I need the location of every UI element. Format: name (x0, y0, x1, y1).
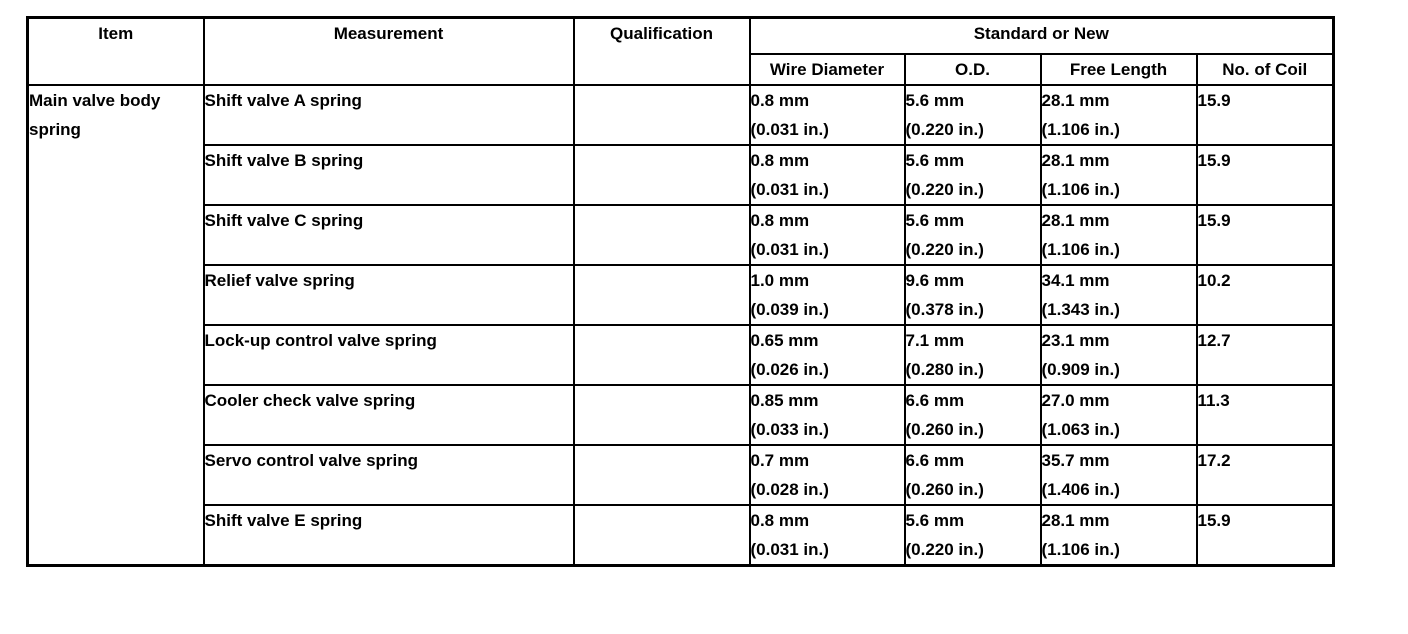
free-length-cell (1041, 325, 1197, 385)
free-in: (1.106 in.) (1041, 180, 1120, 199)
od-in: (0.260 in.) (905, 420, 984, 439)
od-mm: 6.6 mm (905, 391, 965, 410)
measurement-cell: Servo control valve spring (204, 445, 574, 505)
no-of-coil-cell: 12.7 (1197, 325, 1334, 385)
free-in: (1.106 in.) (1041, 120, 1120, 139)
measurement-cell: Relief valve spring (204, 265, 574, 325)
od-mm: 9.6 mm (905, 271, 965, 290)
od-cell (905, 85, 1041, 145)
od-mm: 6.6 mm (905, 451, 965, 470)
od-cell (905, 265, 1041, 325)
free-mm: 28.1 mm (1041, 211, 1110, 230)
qualification-cell (574, 385, 750, 445)
free-mm: 35.7 mm (1041, 451, 1110, 470)
free-mm: 28.1 mm (1041, 151, 1110, 170)
table-row (28, 145, 1334, 205)
wire-in: (0.039 in.) (750, 300, 829, 319)
od-cell (905, 385, 1041, 445)
free-mm: 23.1 mm (1041, 331, 1110, 350)
od-cell (905, 445, 1041, 505)
no-of-coil-cell: 15.9 (1197, 85, 1334, 145)
wire-in: (0.026 in.) (750, 360, 829, 379)
measurement-cell: Lock-up control valve spring (204, 325, 574, 385)
wire-mm: 0.8 mm (750, 151, 810, 170)
spring-spec-table (26, 16, 1335, 567)
wire-diameter-cell (750, 445, 905, 505)
header-qualification: Qualification (574, 18, 750, 86)
table-row (28, 445, 1334, 505)
measurement-cell: Shift valve B spring (204, 145, 574, 205)
measurement-cell: Shift valve A spring (204, 85, 574, 145)
wire-in: (0.031 in.) (750, 540, 829, 559)
no-of-coil-cell: 15.9 (1197, 205, 1334, 265)
wire-mm: 1.0 mm (750, 271, 810, 290)
table-row (28, 205, 1334, 265)
free-length-cell (1041, 85, 1197, 145)
free-length-cell (1041, 265, 1197, 325)
od-in: (0.280 in.) (905, 360, 984, 379)
wire-mm: 0.85 mm (750, 391, 819, 410)
od-cell (905, 205, 1041, 265)
measurement-cell: Shift valve E spring (204, 505, 574, 566)
free-length-cell (1041, 385, 1197, 445)
wire-in: (0.033 in.) (750, 420, 829, 439)
qualification-cell (574, 325, 750, 385)
wire-mm: 0.8 mm (750, 91, 810, 110)
wire-diameter-cell (750, 265, 905, 325)
qualification-cell (574, 145, 750, 205)
wire-diameter-cell (750, 325, 905, 385)
header-measurement: Measurement (204, 18, 574, 86)
qualification-cell (574, 205, 750, 265)
wire-in: (0.031 in.) (750, 180, 829, 199)
od-mm: 5.6 mm (905, 511, 965, 530)
od-mm: 5.6 mm (905, 151, 965, 170)
table-row (28, 385, 1334, 445)
free-in: (1.063 in.) (1041, 420, 1120, 439)
header-free-length: Free Length (1041, 54, 1197, 85)
qualification-cell (574, 265, 750, 325)
wire-in: (0.031 in.) (750, 120, 829, 139)
od-in: (0.220 in.) (905, 240, 984, 259)
qualification-cell (574, 445, 750, 505)
header-no-of-coil: No. of Coil (1197, 54, 1334, 85)
od-cell (905, 325, 1041, 385)
header-standard-or-new: Standard or New (750, 18, 1334, 55)
wire-diameter-cell (750, 385, 905, 445)
od-cell (905, 145, 1041, 205)
free-in: (1.106 in.) (1041, 540, 1120, 559)
od-in: (0.220 in.) (905, 540, 984, 559)
od-mm: 5.6 mm (905, 211, 965, 230)
free-length-cell (1041, 205, 1197, 265)
wire-diameter-cell (750, 205, 905, 265)
header-od: O.D. (905, 54, 1041, 85)
table-row (28, 265, 1334, 325)
item-label-line2: spring (29, 120, 81, 139)
wire-in: (0.028 in.) (750, 480, 829, 499)
no-of-coil-cell: 11.3 (1197, 385, 1334, 445)
free-length-cell (1041, 145, 1197, 205)
qualification-cell (574, 505, 750, 566)
table-row (28, 325, 1334, 385)
no-of-coil-cell: 17.2 (1197, 445, 1334, 505)
od-in: (0.260 in.) (905, 480, 984, 499)
no-of-coil-cell: 15.9 (1197, 505, 1334, 566)
wire-mm: 0.65 mm (750, 331, 819, 350)
free-length-cell (1041, 505, 1197, 566)
wire-mm: 0.7 mm (750, 451, 810, 470)
od-in: (0.378 in.) (905, 300, 984, 319)
no-of-coil-cell: 10.2 (1197, 265, 1334, 325)
free-mm: 34.1 mm (1041, 271, 1110, 290)
item-cell (28, 85, 204, 566)
wire-diameter-cell (750, 85, 905, 145)
wire-diameter-cell (750, 145, 905, 205)
wire-in: (0.031 in.) (750, 240, 829, 259)
item-label-line1: Main valve body (29, 91, 161, 110)
free-mm: 28.1 mm (1041, 91, 1110, 110)
od-in: (0.220 in.) (905, 120, 984, 139)
od-mm: 7.1 mm (905, 331, 965, 350)
free-in: (0.909 in.) (1041, 360, 1120, 379)
measurement-cell: Cooler check valve spring (204, 385, 574, 445)
free-mm: 28.1 mm (1041, 511, 1110, 530)
qualification-cell (574, 85, 750, 145)
free-in: (1.406 in.) (1041, 480, 1120, 499)
od-cell (905, 505, 1041, 566)
wire-mm: 0.8 mm (750, 511, 810, 530)
header-item: Item (28, 18, 204, 86)
header-wire-diameter: Wire Diameter (750, 54, 905, 85)
wire-diameter-cell (750, 505, 905, 566)
no-of-coil-cell: 15.9 (1197, 145, 1334, 205)
od-mm: 5.6 mm (905, 91, 965, 110)
free-mm: 27.0 mm (1041, 391, 1110, 410)
od-in: (0.220 in.) (905, 180, 984, 199)
free-in: (1.106 in.) (1041, 240, 1120, 259)
wire-mm: 0.8 mm (750, 211, 810, 230)
measurement-cell: Shift valve C spring (204, 205, 574, 265)
free-in: (1.343 in.) (1041, 300, 1120, 319)
table-row (28, 505, 1334, 566)
free-length-cell (1041, 445, 1197, 505)
table-row (28, 85, 1334, 145)
